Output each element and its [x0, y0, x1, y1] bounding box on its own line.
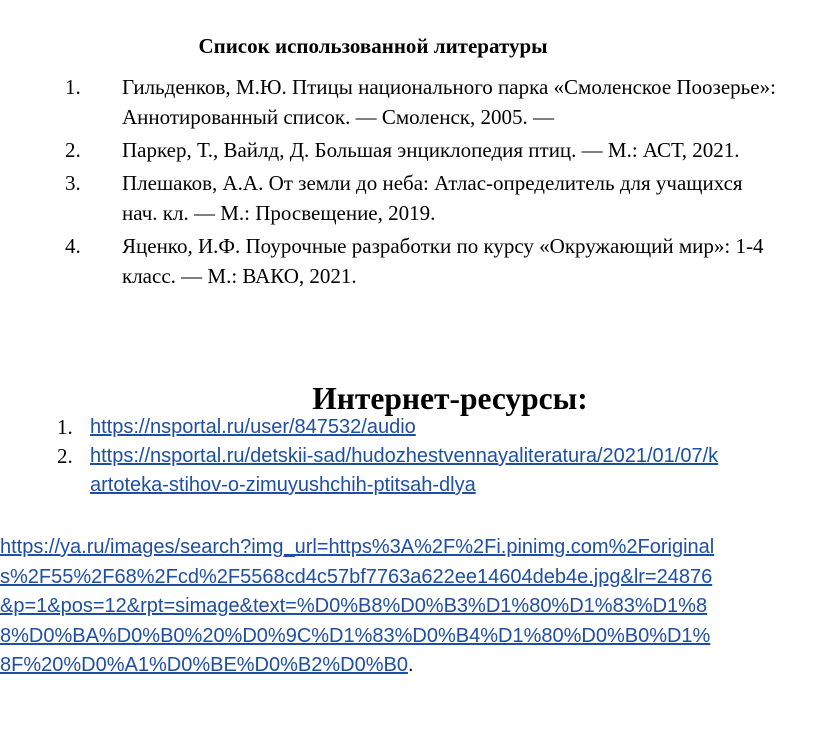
- link-number: 1.: [57, 415, 73, 439]
- link-item: [0, 442, 720, 500]
- link-item: [0, 413, 720, 442]
- page-title: Список использованной литературы: [198, 34, 548, 58]
- link-number: 2.: [57, 444, 73, 468]
- reference-number: 3.: [65, 171, 81, 195]
- reference-text: Гильденков, М.Ю. Птицы национального парка «Смоленское Поозерье»: Аннотированный список. — Смоленск, 2005. —: [122, 75, 776, 129]
- internet-resource-list: [0, 413, 816, 500]
- image-search-link[interactable]: https://ya.ru/images/search?img_url=https%3A%2F%2Fi.pinimg.com%2Foriginals%2F55%2F68%2Fcd%2F5568cd4c57bf7763a622ee14604deb4e.jpg&lr=24876&p=1&pos=12&rpt=simage&text=%D0%B8%D0%B3%D1%80%D1%83%D1%88%D0%BA%D0%B0%20%D0%9C%D1%83%D0%B4%D1%80%D0%B0%D1%8F%20%D0%A1%D0%BE%D0%B2%D0%B0: [0, 536, 715, 676]
- reference-list: [0, 72, 816, 294]
- reference-text: Яценко, И.Ф. Поурочные разработки по курсу «Окружающий мир»: 1-4 класс. — М.: ВАКО, 2021.: [122, 234, 764, 288]
- reference-item: [0, 168, 777, 228]
- trailing-period: .: [407, 654, 414, 676]
- reference-number: 1.: [65, 75, 81, 99]
- reference-item: [0, 231, 777, 291]
- reference-number: 4.: [65, 234, 81, 258]
- reference-text: Паркер, Т., Вайлд, Д. Большая энциклопедия птиц. — М.: АСТ, 2021.: [122, 138, 740, 162]
- image-source: [0, 533, 720, 681]
- reference-number: 2.: [65, 138, 81, 162]
- reference-text: Плешаков, А.А. От земли до неба: Атлас-определитель для учащихся нач. кл. — М.: Просвещение, 2019.: [122, 171, 743, 225]
- internet-resources-heading: Интернет-ресурсы:: [312, 381, 588, 416]
- resource-link[interactable]: https://nsportal.ru/user/847532/audio: [90, 416, 416, 438]
- resource-link[interactable]: https://nsportal.ru/detskii-sad/hudozhestvennayaliteratura/2021/01/07/kartoteka-stihov-o-zimuyushchih-ptitsah-dlya: [90, 445, 719, 496]
- reference-item: [0, 135, 777, 165]
- reference-item: [0, 72, 777, 132]
